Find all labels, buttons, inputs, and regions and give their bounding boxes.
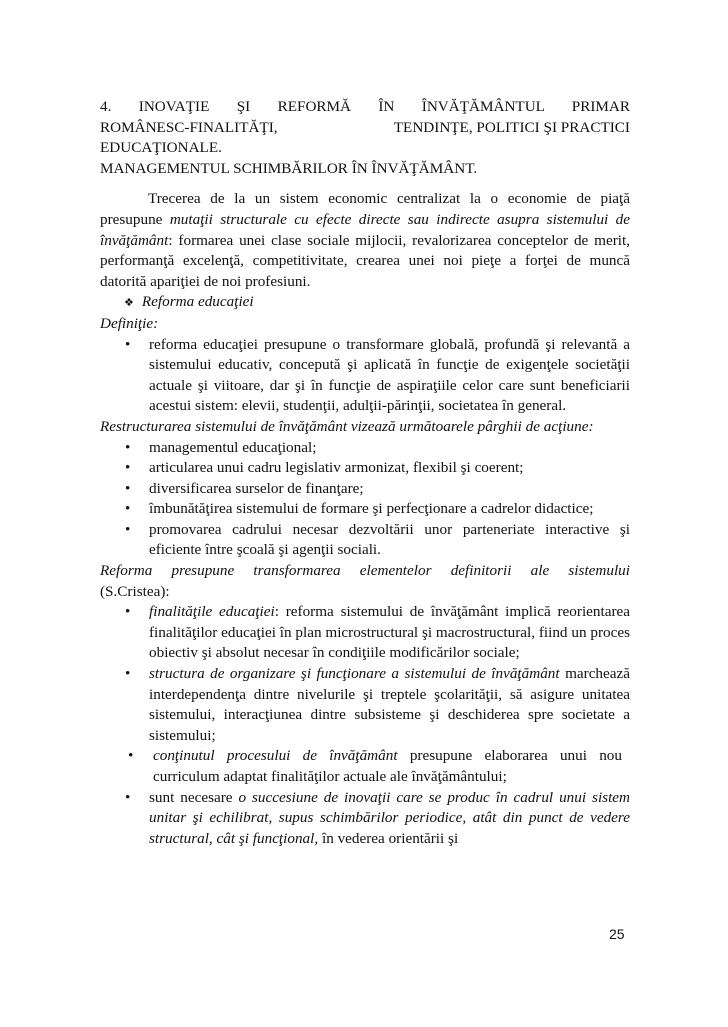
- definitie-label: Definiţie:: [100, 314, 159, 332]
- heading-line-1: 4. INOVAŢIE ŞI REFORMĂ ÎN ÎNVĂŢĂMÂNTUL PRIMAR: [100, 98, 630, 115]
- list-item: [100, 602, 630, 664]
- page-number: 25: [609, 926, 625, 942]
- reform-title: Reforma educaţiei: [141, 293, 254, 311]
- item-rest: presupune elaborarea unui nou curriculum adaptat finalităţilor actuale ale învăţământului;: [153, 747, 622, 785]
- chapter-heading: [100, 97, 630, 179]
- restructurare-list: [100, 438, 630, 562]
- heading-line-3: EDUCAŢIONALE.: [100, 139, 222, 157]
- bullet-icon: •: [125, 438, 131, 456]
- list-item: [100, 520, 630, 561]
- list-item: [100, 335, 630, 417]
- bullet-icon: •: [125, 459, 131, 477]
- diamond-bullet-icon: ❖: [124, 296, 134, 310]
- bullet-icon: •: [125, 665, 131, 683]
- item-rest: în vederea orientării şi: [318, 829, 459, 847]
- list-item: [100, 664, 630, 746]
- intro-text-italic: mutaţii structurale cu efecte directe sau indirecte asupra sistemului de învăţământ: [100, 210, 630, 249]
- item-italic: structura de organizare şi funcţionare a sistemului de învăţământ: [149, 665, 560, 683]
- intro-text-1: Trecerea de la un sistem economic centralizat la o economie de piaţă presupune: [100, 190, 630, 228]
- restructurare-item-3: diversificarea surselor de finanţare;: [149, 479, 364, 497]
- reform-subtitle: [100, 292, 630, 314]
- bullet-icon: •: [125, 788, 131, 806]
- bullet-icon: •: [125, 520, 131, 538]
- heading-line-4: MANAGEMENTUL SCHIMBĂRILOR ÎN ÎNVĂŢĂMÂNT.: [100, 159, 478, 177]
- intro-text-3: : formarea unei clase sociale mijlocii, revalorizarea conceptelor de merit, performanţă excelenţă, competitivitate, crearea unei noi pieţe a forţei de muncă datorită apariţiei de noi profesiuni.: [100, 231, 630, 290]
- document-page: [100, 97, 630, 849]
- restructurare-item-2: articularea unui cadru legislativ armonizat, flexibil şi coerent;: [149, 459, 524, 477]
- list-item: [100, 458, 630, 479]
- heading-line-2a: ROMÂNESC-FINALITĂŢI,: [100, 118, 278, 136]
- list-item: [100, 788, 630, 850]
- bullet-icon: •: [125, 335, 131, 353]
- bullet-icon: •: [125, 603, 131, 621]
- reforma-def-list: [100, 602, 630, 849]
- definition-list: [100, 335, 630, 417]
- reforma-def-title: Reforma presupune transformarea elementelor definitorii ale sistemului: [100, 562, 630, 580]
- restructurare-item-1: managementul educaţional;: [149, 438, 317, 456]
- item-italic: finalităţile educaţiei: [149, 603, 275, 621]
- intro-paragraph: [100, 189, 630, 292]
- list-item: [100, 746, 630, 787]
- bullet-icon: •: [125, 479, 131, 497]
- reforma-def-author: (S.Cristea):: [100, 582, 170, 600]
- list-item: [100, 479, 630, 500]
- item-italic: conţinutul procesului de învăţământ: [153, 747, 398, 765]
- definition-text: reforma educaţiei presupune o transformare globală, profundă şi relevantă a sistemului educativ, concepută şi aplicată în funcţie de exigenţele societăţii actuale şi viitoare, dar şi în funcţie de aspiraţiile celor care sunt beneficiarii acestui sistem: elevii, studenţii, adulţii-părinţii, societatea în general.: [149, 335, 630, 415]
- heading-line-2b: TENDINŢE, POLITICI ŞI PRACTICI: [393, 118, 630, 136]
- item-rest: marchează interdependenţa dintre nivelurile şi treptele şcolarităţii, să asigure unitatea sistemului, interacţiunea dintre subsisteme şi deschiderea spre societate a sistemului;: [149, 665, 630, 744]
- heading-line-2: [100, 118, 630, 139]
- list-item: [100, 438, 630, 459]
- item-italic: o succesiune de inovaţii care se produc în cadrul unui sistem unitar şi echilibrat, supus schimbărilor periodice, atât din punct de vedere structural, cât şi funcţional,: [149, 788, 630, 847]
- restructurare-item-5: promovarea cadrului necesar dezvoltării unor parteneriate interactive şi eficiente între şcoală şi agenţii sociali.: [149, 520, 630, 559]
- bullet-icon: •: [125, 500, 131, 518]
- item-lead: sunt necesare: [149, 788, 239, 806]
- restructurare-title: Restructurarea sistemului de învăţământ vizează următoarele pârghii de acţiune:: [100, 417, 594, 435]
- item-rest: : reforma sistemului de învăţământ implică reorientarea finalităţilor educaţiei în plan microstructural şi macrostructural, fiind un proces obiectiv şi absolut necesar în condiţiile modificărilor sociale;: [149, 603, 630, 662]
- list-item: [100, 499, 630, 520]
- bullet-icon: •: [128, 747, 134, 765]
- restructurare-item-4: îmbunătăţirea sistemului de formare şi perfecţionare a cadrelor didactice;: [149, 500, 594, 518]
